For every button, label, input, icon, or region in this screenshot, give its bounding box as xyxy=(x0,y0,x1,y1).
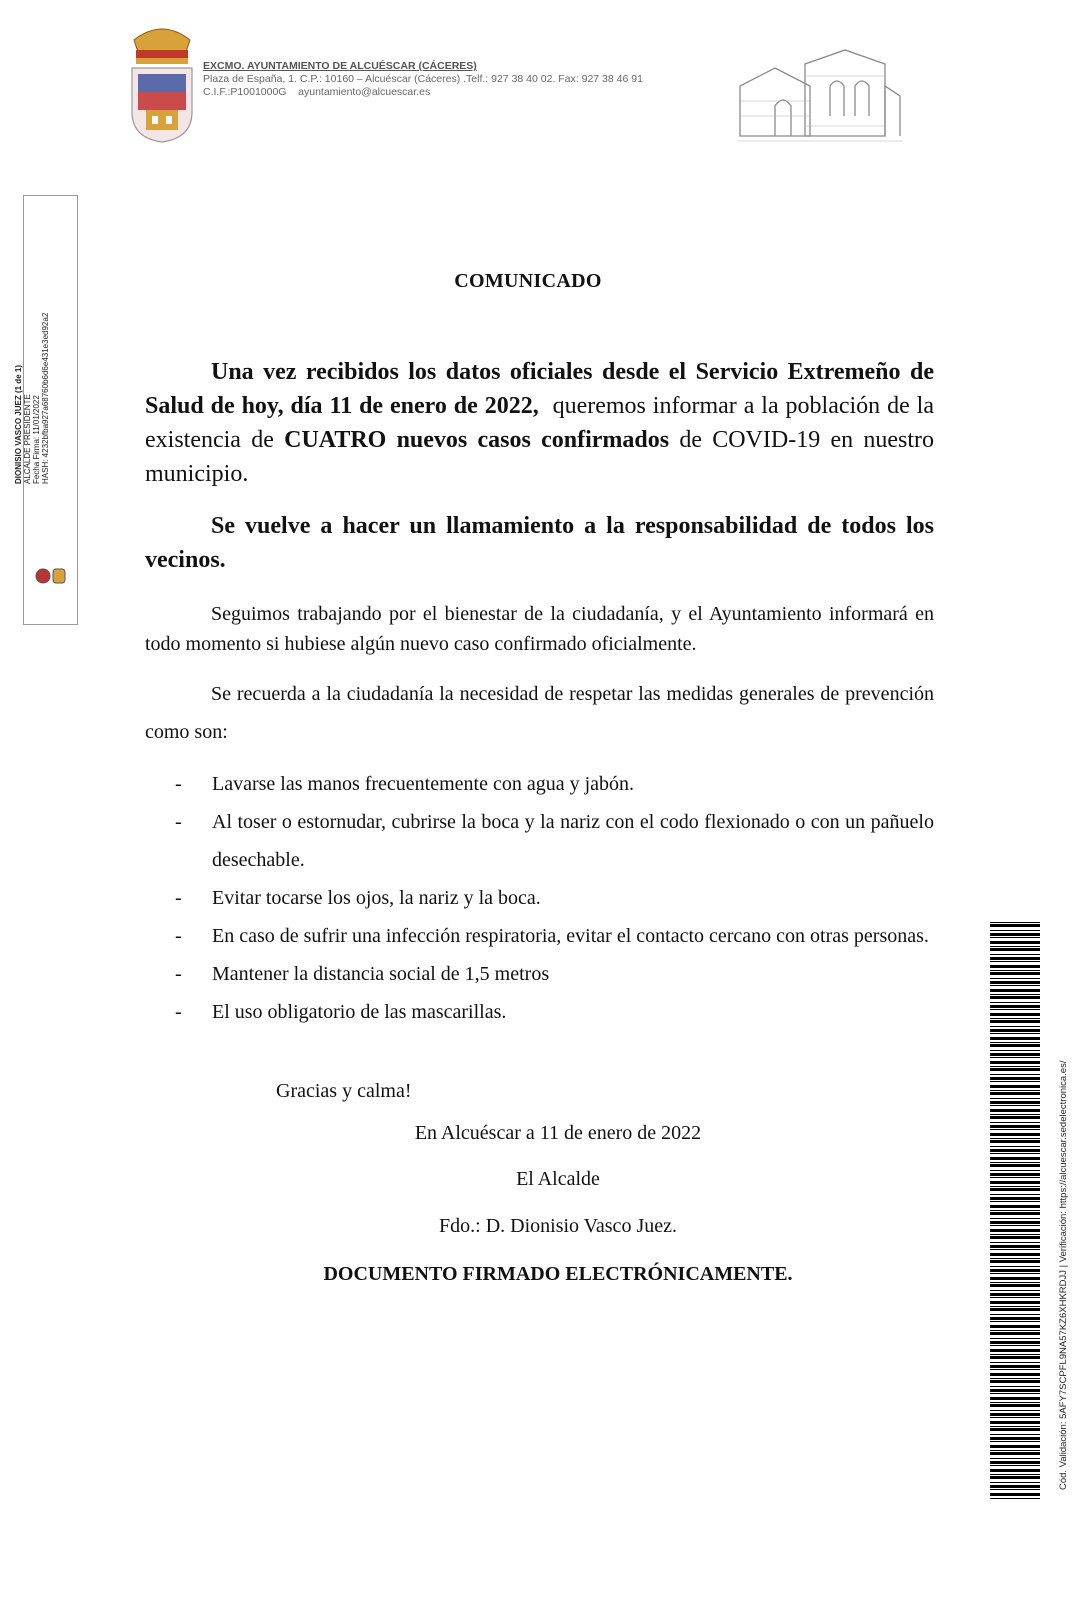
coat-of-arms-icon xyxy=(126,22,198,144)
sign-date: Fecha Firma: 11/01/2022 xyxy=(32,395,41,484)
header-text xyxy=(203,60,643,99)
p3-text: Seguimos trabajando por el bienestar de la ciudadanía, y el Ayuntamiento informará en todo momento si hubiese algún nuevo caso confirmado oficialmente. xyxy=(145,603,934,655)
signed-by: Fdo.: D. Dionisio Vasco Juez. xyxy=(439,1215,677,1237)
stamp-logo-icon xyxy=(34,566,68,586)
list-item xyxy=(175,879,934,917)
list-item xyxy=(175,803,934,879)
p4-text: Se recuerda a la ciudadanía la necesidad de respetar las medidas generales de prevención como son: xyxy=(145,683,934,743)
barcode-icon xyxy=(990,922,1040,1502)
list-dash: - xyxy=(175,811,182,833)
list-item xyxy=(175,955,934,993)
signer-role: ALCALDE PRESIDENTE xyxy=(23,394,32,484)
list-item-text: Evitar tocarse los ojos, la nariz y la boca. xyxy=(212,887,541,909)
list-item xyxy=(175,917,934,955)
electronic-signature-note: DOCUMENTO FIRMADO ELECTRÓNICAMENTE. xyxy=(323,1263,793,1285)
list-item-text: En caso de sufrir una infección respiratoria, evitar el contacto cercano con otras personas. xyxy=(212,925,929,947)
p1-text-a: queremos informar a la población de la existencia de xyxy=(145,393,940,453)
list-dash: - xyxy=(175,963,182,985)
list-item xyxy=(175,993,934,1031)
list-dash: - xyxy=(175,1001,182,1023)
sign-hash: HASH: 4232bfba927a68760b6d6e431e3ed92a2 xyxy=(41,312,50,484)
p1-bold: Una vez recibidos los datos oficiales desde el Servicio Extremeño de Salud de hoy, día 11 de enero de 2022, xyxy=(145,359,934,419)
list-item-text: Lavarse las manos frecuentemente con agua y jabón. xyxy=(212,773,635,795)
validation-code: Cód. Validación: 5AFY7SCPFL9NA57KZ6XHKRDJJ | Verificación: https://alcuescar.sedelectronica.es/ xyxy=(1058,1060,1069,1490)
list-item-text: Al toser o estornudar, cubrirse la boca y la nariz con el codo flexionado o con un pañuelo desechable. xyxy=(212,811,934,871)
measures-list xyxy=(175,765,934,1031)
list-item-text: Mantener la distancia social de 1,5 metros xyxy=(212,963,550,985)
list-item-text: El uso obligatorio de las mascarillas. xyxy=(212,1001,507,1023)
place-date: En Alcuéscar a 11 de enero de 2022 xyxy=(414,1122,702,1144)
cif-line: C.I.F.:P1001000G ayuntamiento@alcuescar.es xyxy=(203,86,431,98)
p1-bold-cases: CUATRO nuevos casos confirmados xyxy=(284,427,670,453)
address-line: Plaza de España, 1. C.P.: 10160 – Alcuéscar (Cáceres) .Telf.: 927 38 40 02. Fax: 927 38 46 91 xyxy=(203,73,643,85)
signer-name: DIONISIO VASCO JUEZ (1 de 1) xyxy=(14,365,23,484)
list-dash: - xyxy=(175,773,182,795)
paragraph-measures xyxy=(145,675,934,751)
p1-text-b: de COVID-19 en nuestro municipio. xyxy=(145,427,935,487)
list-item xyxy=(175,765,934,803)
document-title: COMUNICADO xyxy=(454,270,602,292)
signature-stamp xyxy=(14,195,78,625)
church-drawing-icon xyxy=(735,46,905,144)
signer-role-line: El Alcalde xyxy=(516,1168,600,1190)
thanks-line: Gracias y calma! xyxy=(276,1080,412,1102)
list-dash: - xyxy=(175,887,182,909)
list-dash: - xyxy=(175,925,182,947)
paragraph-call xyxy=(145,509,934,577)
signature-text xyxy=(14,184,50,484)
paragraph-work xyxy=(145,599,934,659)
org-name: EXCMO. AYUNTAMIENTO DE ALCUÉSCAR (CÁCERES) xyxy=(203,60,477,72)
p2-bold: Se vuelve a hacer un llamamiento a la responsabilidad de todos los vecinos. xyxy=(145,513,934,573)
paragraph-cases xyxy=(145,355,940,491)
